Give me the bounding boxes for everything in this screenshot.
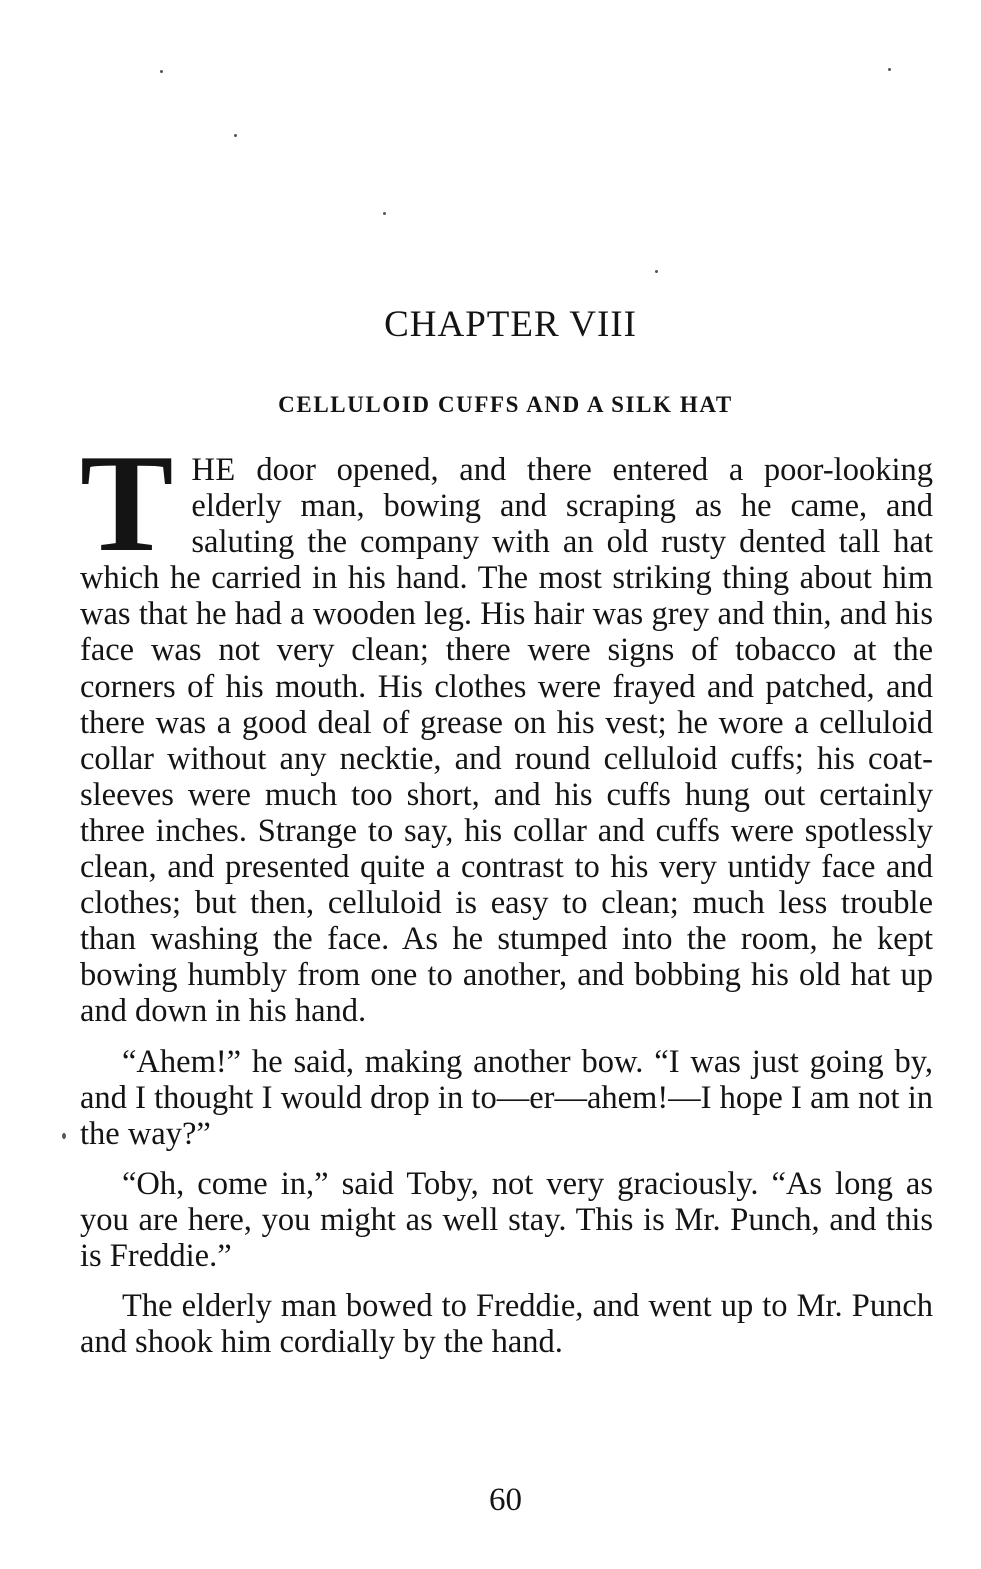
- paragraph-3: “Oh, come in,” said Toby, not very graciously. “As long as you are here, you might as well stay. This is Mr. Punch, and this is Freddie.”: [80, 1165, 933, 1274]
- drop-cap: T: [80, 426, 174, 581]
- scan-speck: [160, 70, 163, 73]
- scan-speck: [62, 1133, 66, 1139]
- paragraph-2: “Ahem!” he said, making another bow. “I was just going by, and I thought I would drop in to—er—ahem!—I hope I am not in the way?”: [80, 1043, 933, 1152]
- chapter-subtitle: CELLULOID CUFFS AND A SILK HAT: [278, 392, 733, 417]
- scan-speck: [888, 68, 891, 71]
- paragraph-1-text: door opened, and there entered a poor-looking elderly man, bowing and scraping as he came, and saluting the company with an old rusty dented tall hat which he carried in his hand. The most striking thing about him was that he had a wooden leg. His hair was grey and thin, and his face was not very clean; there were signs of tobacco at the corners of his mouth. His clothes were frayed and patched, and there was a good deal of grease on his vest; he wore a celluloid collar without any necktie, and round celluloid cuffs; his coat-sleeves were much too short, and his cuffs hung out certainly three inches. Strange to say, his collar and cuffs were spotlessly clean, and presented quite a contrast to his very untidy face and clothes; but then, celluloid is easy to clean; much less trouble than washing the face. As he stumped into the room, he kept bowing humbly from one to another, and bobbing his old hat up and down in his hand.: [80, 452, 933, 1030]
- body-text: [80, 426, 933, 1361]
- lead-in: HE: [191, 452, 236, 488]
- page-number: 60: [489, 1482, 522, 1518]
- scan-speck: [655, 270, 658, 273]
- scan-speck: [234, 134, 237, 137]
- scan-speck: [383, 212, 386, 215]
- chapter-title: CHAPTER VIII: [384, 304, 637, 345]
- paragraph-1: [80, 426, 933, 1030]
- paragraph-4: The elderly man bowed to Freddie, and went up to Mr. Punch and shook him cordially by the hand.: [80, 1288, 933, 1361]
